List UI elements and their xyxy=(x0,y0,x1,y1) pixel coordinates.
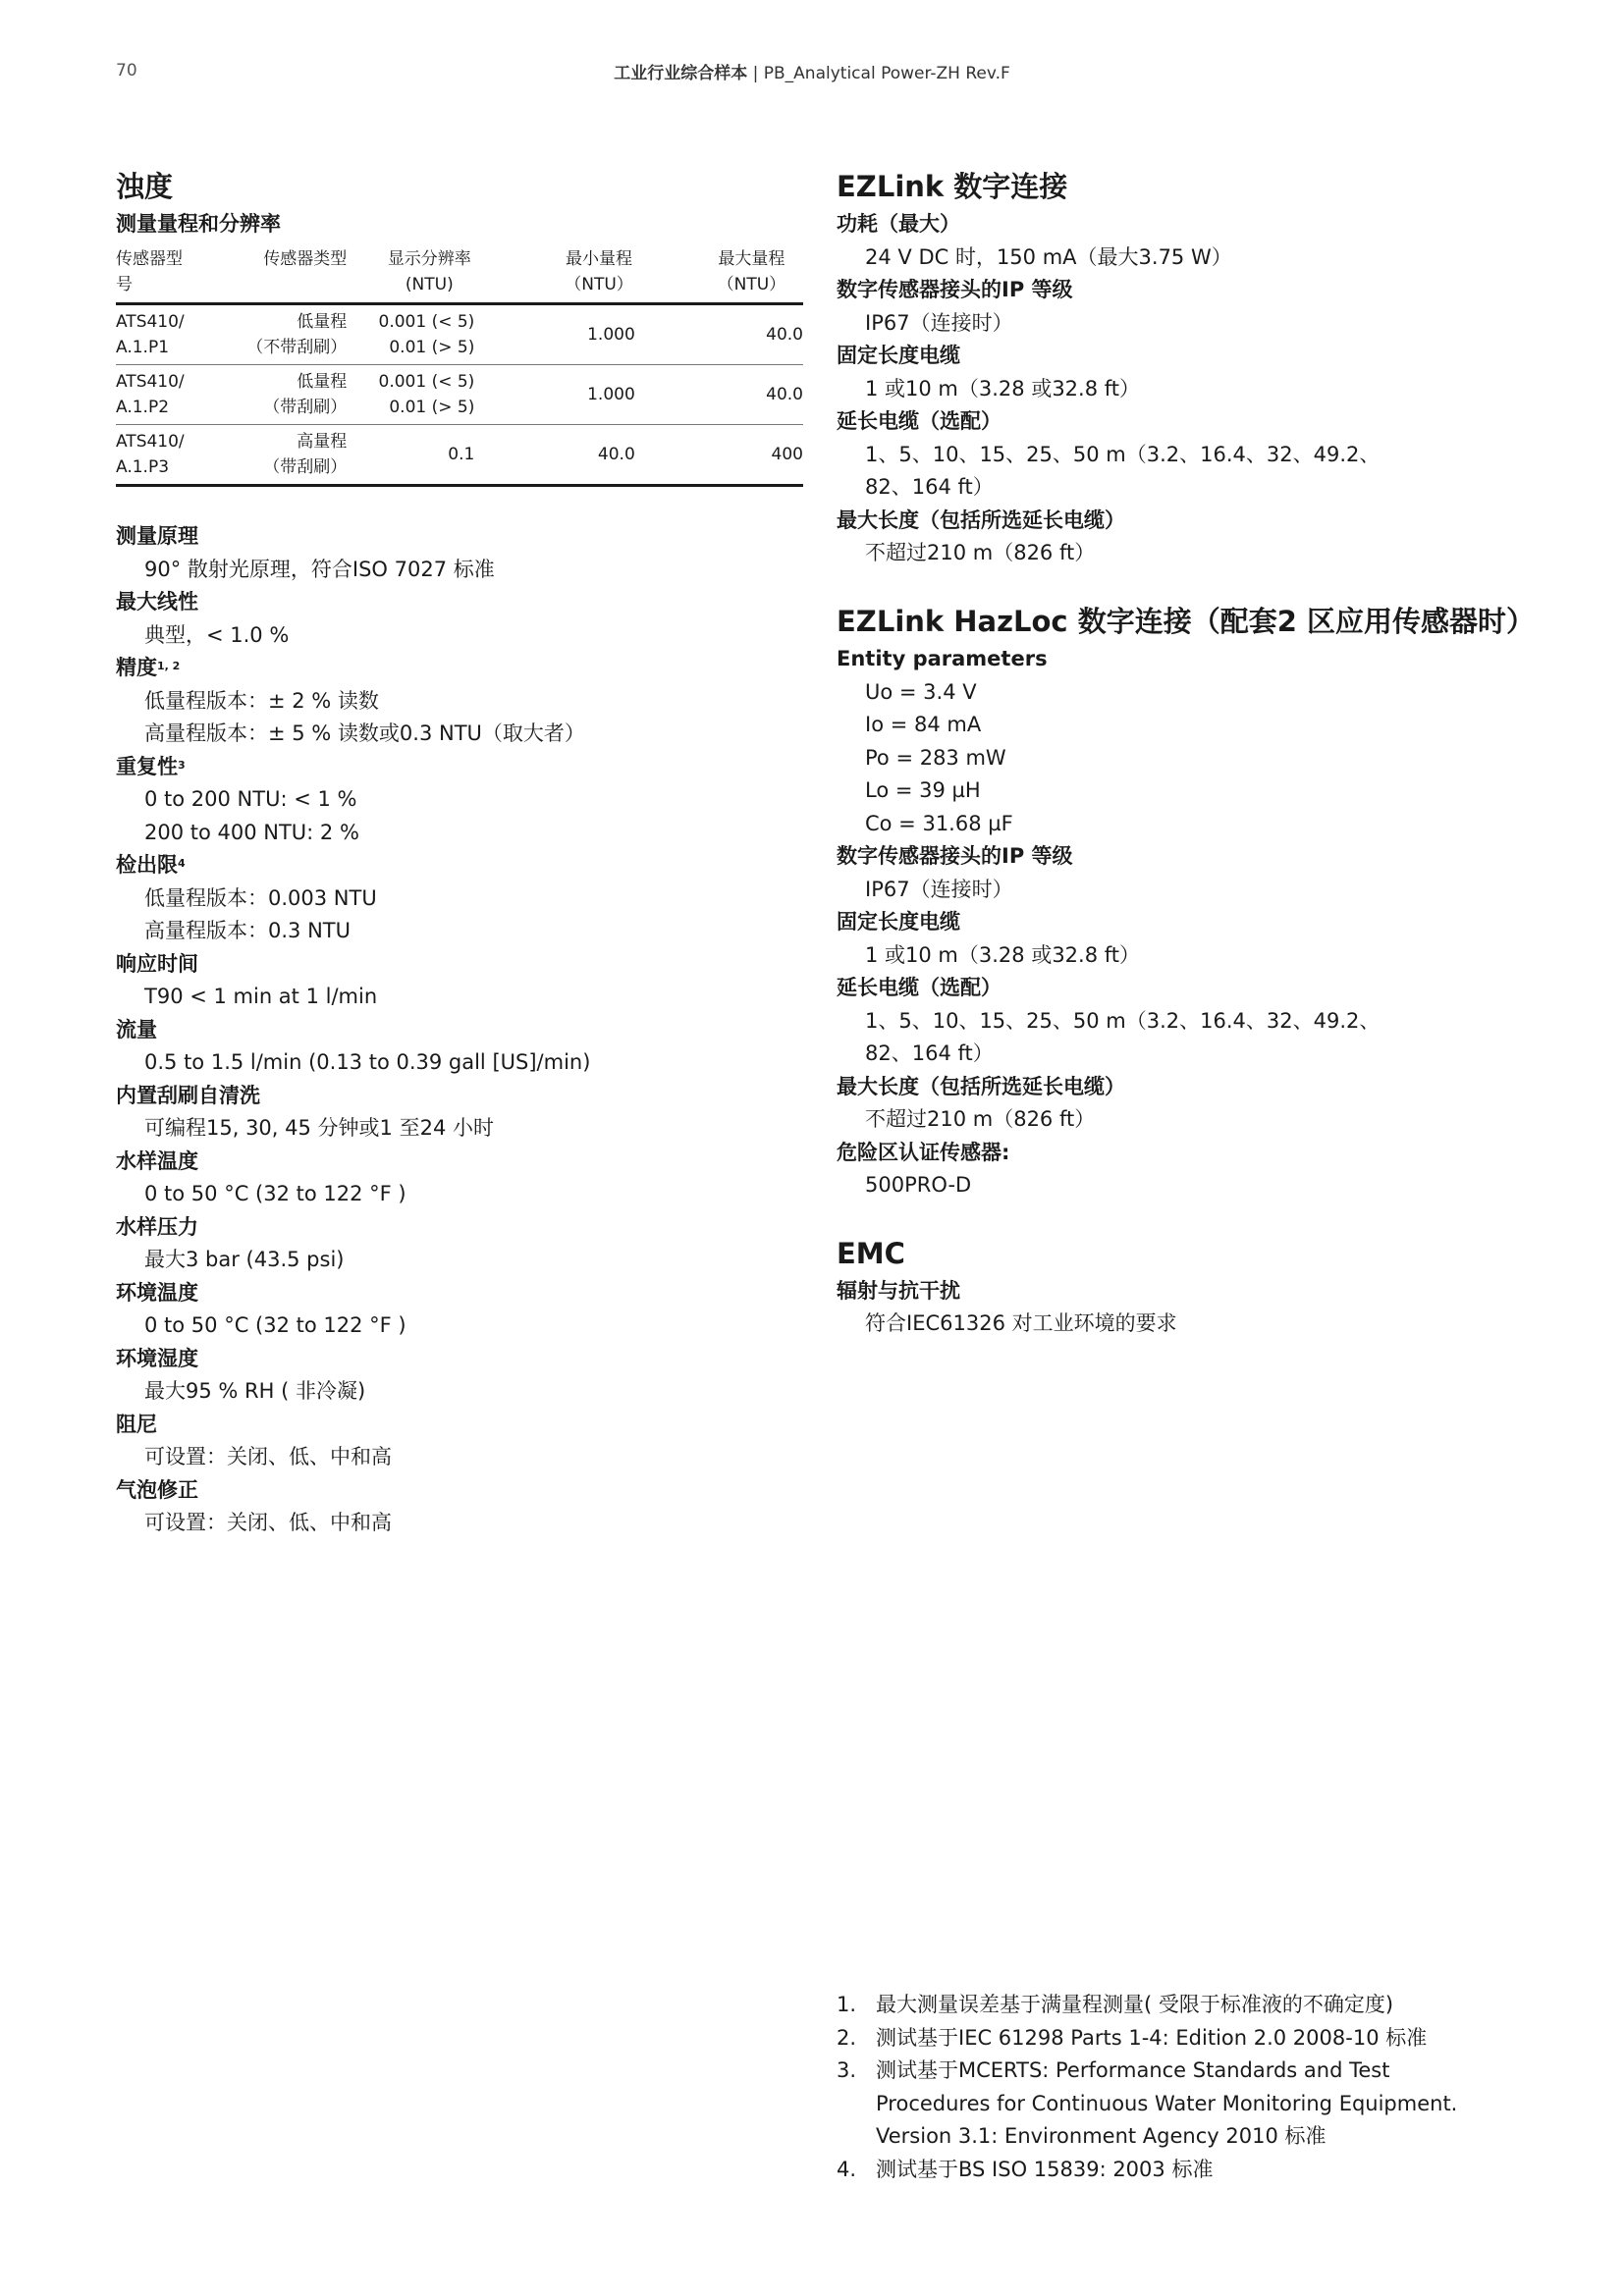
spec-value: 1、5、10、15、25、50 m（3.2、16.4、32、49.2、 xyxy=(865,442,1380,466)
spec-label: 固定长度电缆 xyxy=(837,910,960,934)
cell-min: 1.000 xyxy=(587,325,635,346)
spec-value: 0 to 50 °C (32 to 122 °F ) xyxy=(144,1313,406,1338)
th-type: 传感器类型 xyxy=(263,249,348,270)
spec-value: 1 或10 m（3.28 或32.8 ft） xyxy=(865,376,1141,400)
spec-label: 延长电缆（选配） xyxy=(837,976,1001,999)
spec-label: 内置刮刷自清洗 xyxy=(116,1083,260,1107)
range-table-title: 测量量程和分辨率 xyxy=(116,212,281,237)
spec-value: 1、5、10、15、25、50 m（3.2、16.4、32、49.2、 xyxy=(865,1008,1380,1033)
footnote-number: 2. xyxy=(837,2025,857,2050)
spec-label: 响应时间 xyxy=(116,951,198,976)
footnote-number: 4. xyxy=(837,2157,857,2181)
spec-value: 不超过210 m（826 ft） xyxy=(865,1107,1096,1131)
cell-model: ATS410/ A.1.P2 xyxy=(116,372,185,418)
spec-value: 500PRO-D xyxy=(865,1173,972,1197)
spec-value: 不超过210 m（826 ft） xyxy=(865,541,1096,565)
spec-label: 辐射与抗干扰 xyxy=(837,1278,960,1303)
spec-label: Entity parameters xyxy=(837,647,1048,670)
spec-value: 可设置：关闭、低、中和高 xyxy=(144,1445,392,1469)
cell-max: 400 xyxy=(771,445,803,465)
spec-value: 最大3 bar (43.5 psi) xyxy=(144,1248,345,1272)
right-column xyxy=(837,169,1535,1341)
footnote xyxy=(837,2022,1524,2056)
spec-value: 200 to 400 NTU: 2 % xyxy=(144,820,359,844)
section-title: EZLink HazLoc 数字连接（配套2 区应用传感器时） xyxy=(837,604,1535,638)
cell-type: 低量程 （不带刮刷） xyxy=(246,312,348,358)
spec-label: 水样压力 xyxy=(116,1214,198,1239)
footnote-text: 最大测量误差基于满量程测量( 受限于标准液的不确定度) xyxy=(876,1993,1394,2016)
th-model: 传感器型 号 xyxy=(116,249,183,295)
footnote-number: 1. xyxy=(837,1993,857,2016)
section-gap xyxy=(837,570,1524,604)
spec-value: 24 V DC 时，150 mA（最大3.75 W） xyxy=(865,244,1232,269)
spec-label: 检出限$^4$ xyxy=(116,853,186,878)
spec-value: Po = 283 mW xyxy=(865,745,1006,770)
spec-label: 阻尼 xyxy=(116,1412,157,1436)
spec-value: 0 to 50 °C (32 to 122 °F ) xyxy=(144,1182,406,1206)
spec-value: Uo = 3.4 V xyxy=(865,679,977,704)
cell-model: ATS410/ A.1.P1 xyxy=(116,312,185,358)
spec-label: 最大线性 xyxy=(116,590,198,614)
footnote-ref: 3 xyxy=(178,758,186,772)
spec-label: 精度$^{1, 2}$ xyxy=(116,656,181,680)
cell-type: 低量程 （带刮刷） xyxy=(263,372,348,418)
th-resolution: 显示分辨率 (NTU) xyxy=(387,249,471,295)
th-min-range: 最小量程 （NTU） xyxy=(565,249,633,295)
spec-label: 数字传感器接头的IP 等级 xyxy=(837,844,1073,868)
spec-label: 固定长度电缆 xyxy=(837,344,960,368)
spec-value: 82、164 ft） xyxy=(865,475,994,500)
cell-resolution: 0.1 xyxy=(448,445,475,465)
section-title: EMC xyxy=(837,1236,905,1270)
table-row xyxy=(116,365,803,425)
spec-label: 测量原理 xyxy=(116,524,198,549)
cell-max: 40.0 xyxy=(766,325,803,346)
spec-value: 0 to 200 NTU: < 1 % xyxy=(144,787,357,812)
turbidity-specs xyxy=(116,520,803,1540)
spec-value: 高量程版本：0.3 NTU xyxy=(144,919,351,943)
spec-label: 最大长度（包括所选延长电缆） xyxy=(837,1074,1125,1098)
spec-label: 环境湿度 xyxy=(116,1346,198,1370)
header-title: 工业行业综合样本 xyxy=(614,64,748,83)
cell-max: 40.0 xyxy=(766,385,803,405)
spec-value: Lo = 39 µH xyxy=(865,778,981,802)
cell-model: ATS410/ A.1.P3 xyxy=(116,432,185,478)
table-row xyxy=(116,304,803,365)
spec-value: 典型，< 1.0 % xyxy=(144,622,290,647)
spec-value: 1 或10 m（3.28 或32.8 ft） xyxy=(865,942,1141,967)
header-doc-ref: PB_Analytical Power-ZH Rev.F xyxy=(763,64,1010,83)
spec-value: IP67（连接时） xyxy=(865,310,1013,335)
spec-value: IP67（连接时） xyxy=(865,877,1013,901)
spec-value: 可设置：关闭、低、中和高 xyxy=(144,1511,392,1535)
cell-min: 40.0 xyxy=(597,445,635,465)
page-number: 70 xyxy=(116,61,137,80)
footnote-ref: 1, 2 xyxy=(157,660,181,673)
header-separator: | xyxy=(752,64,759,83)
page-header xyxy=(0,59,1624,83)
spec-label: 环境温度 xyxy=(116,1280,198,1305)
cell-resolution: 0.001 (< 5) 0.01 (> 5) xyxy=(378,372,475,418)
th-max-range: 最大量程 （NTU） xyxy=(717,249,786,295)
spec-label: 功耗（最大） xyxy=(837,212,960,237)
footnote-ref: 4 xyxy=(178,857,186,871)
cell-resolution: 0.001 (< 5) 0.01 (> 5) xyxy=(378,312,475,358)
cell-type: 高量程 （带刮刷） xyxy=(263,432,348,478)
footnote-text: 测试基于MCERTS: Performance Standards and Test Procedures for Continuous Water Monitoring Equipment. Version 3.1: Environment Agency 2010 标准 xyxy=(876,2058,1458,2148)
spec-value: 高量程版本：± 5 % 读数或0.3 NTU（取大者） xyxy=(144,721,585,746)
spec-label: 最大长度（包括所选延长电缆） xyxy=(837,507,1125,532)
section-title: EZLink 数字连接 xyxy=(837,170,1068,203)
spec-label: 气泡修正 xyxy=(116,1477,198,1502)
footnote xyxy=(837,2055,1524,2154)
table-header-row xyxy=(116,243,803,304)
table-row xyxy=(116,425,803,486)
cell-min: 1.000 xyxy=(587,385,635,405)
spec-value: 可编程15, 30, 45 分钟或1 至24 小时 xyxy=(144,1116,494,1141)
section-gap xyxy=(837,1202,1524,1236)
range-resolution-table xyxy=(116,243,803,487)
spec-value: 0.5 to 1.5 l/min (0.13 to 0.39 gall [US]/min) xyxy=(144,1050,591,1075)
footnote xyxy=(837,1989,1524,2022)
left-column xyxy=(116,169,803,1540)
spec-value: 低量程版本：± 2 % 读数 xyxy=(144,688,379,713)
spec-value: 82、164 ft） xyxy=(865,1041,994,1065)
turbidity-title: 浊度 xyxy=(116,170,174,203)
spec-value: T90 < 1 min at 1 l/min xyxy=(144,985,378,1009)
spec-label: 危险区认证传感器: xyxy=(837,1140,1010,1164)
spec-value: Co = 31.68 µF xyxy=(865,811,1013,835)
footnotes xyxy=(837,1989,1524,2186)
spec-value: Io = 84 mA xyxy=(865,713,982,736)
spec-label: 重复性$^3$ xyxy=(116,754,186,778)
footnote-text: 测试基于IEC 61298 Parts 1-4: Edition 2.0 2008-10 标准 xyxy=(876,2025,1428,2050)
spec-value: 低量程版本：0.003 NTU xyxy=(144,885,377,910)
spec-value: 最大95 % RH ( 非冷凝) xyxy=(144,1379,366,1404)
footnote-number: 3. xyxy=(837,2058,857,2082)
spec-label: 水样温度 xyxy=(116,1148,198,1173)
spec-label: 数字传感器接头的IP 等级 xyxy=(837,278,1073,302)
spec-label: 流量 xyxy=(116,1017,157,1041)
spec-label: 延长电缆（选配） xyxy=(837,409,1001,434)
footnote xyxy=(837,2154,1524,2187)
spec-value: 符合IEC61326 对工业环境的要求 xyxy=(865,1311,1177,1336)
spec-value: 90° 散射光原理，符合ISO 7027 标准 xyxy=(144,557,495,581)
footnote-text: 测试基于BS ISO 15839: 2003 标准 xyxy=(876,2157,1214,2181)
